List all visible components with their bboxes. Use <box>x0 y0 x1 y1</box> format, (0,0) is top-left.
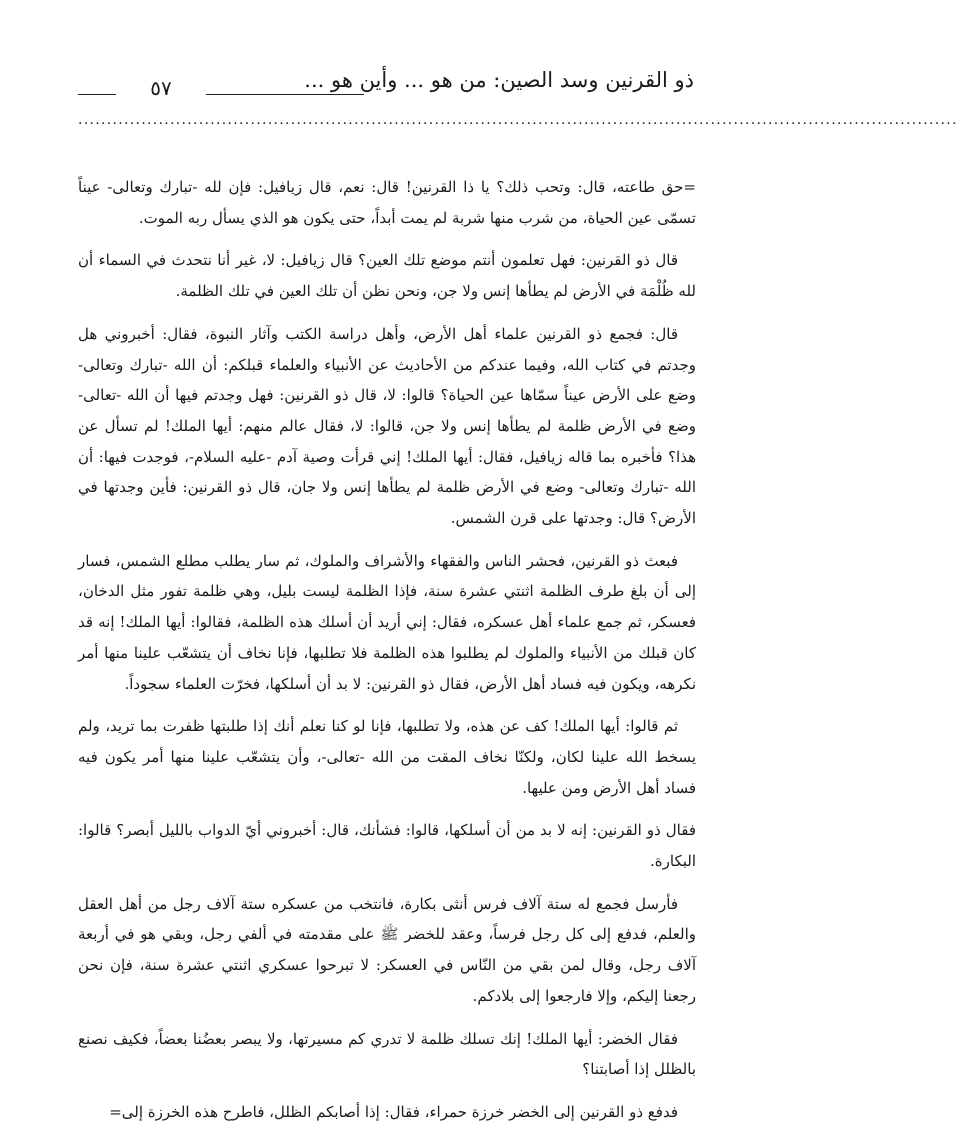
paragraph: فقال ذو القرنين: إنه لا بد من أن أسلكها، قالوا: فشأنك، قال: أخبروني أيّ الدواب بالليل أبصر؟ قالوا: البكارة. <box>78 821 696 871</box>
paragraph: فقال الخضر: أيها الملك! إنك تسلك ظلمة لا تدري كم مسيرتها، ولا يبصر بعضُنا بعضاً، فكيف نصنع بالظلل إذا أصابتنا؟ <box>78 1029 696 1079</box>
body-text <box>78 172 696 1140</box>
paragraph: ثم قالوا: أيها الملك! كف عن هذه، ولا تطلبها، فإنا لو كنا نعلم أنك إذا طلبتها ظفرت بما تريد، ولم يسخط الله علينا لكان، ولكنّا نخاف المقت من الله -تعالى-، وأن يتشعّب علينا منها أمر يكون فيه فساد أهل الأرض ومن عليها. <box>78 717 696 797</box>
header-rule <box>206 94 364 95</box>
paragraph: فدفع ذو القرنين إلى الخضر خرزة حمراء، فقال: إذا أصابكم الظلل، فاطرح هذه الخرزة إلى= <box>109 1102 678 1121</box>
paragraph: قال ذو القرنين: فهل تعلمون أنتم موضع تلك العين؟ قال زيافيل: لا، غير أنا نتحدث في السماء أن لله ظُلْمَة في الأرض لم يطأها إنس ولا جن، ونحن نظن أن تلك العين في تلك الظلمة. <box>78 251 696 301</box>
running-title: ذو القرنين وسد الصين: من هو ... وأين هو ... <box>304 68 694 92</box>
paragraph: قال: فجمع ذو القرنين علماء أهل الأرض، وأهل دراسة الكتب وآثار النبوة، فقال: أخبروني هل وجدتم في كتاب الله، وفيما عندكم من الأحاديث عن الأنبياء والعلماء قبلكم: أن الله -تبارك وتعالى- وضع على الأرض عيناً سمّاها عين الحياة؟ قالوا: لا، قال ذو القرنين: فهل وجدتم فيها أن الله -تعالى- وضع في الأرض ظلمة لم يطأها إنس ولا جن، قالوا: لا، فقال عالم منهم: أيها الملك! لم تسأل عن هذا؟ فأخبره بما قاله زيافيل، فقال: أيها الملك! إني قرأت وصية آدم -عليه السلام-، فوجدت فيها: أن الله -تبارك وتعالى- وضع في الأرض ظلمة لم يطأها إنس ولا جان، قال ذو القرنين: فأين وجدتها في الأرض؟ قال: وجدتها على قرن الشمس. <box>78 324 696 528</box>
page-number: ٥٧ <box>150 76 172 100</box>
paragraph: =حق طاعته، قال: وتحب ذلك؟ يا ذا القرنين! قال: نعم، قال زيافيل: فإن لله -تبارك وتعالى- عيناً تسمّى عين الحياة، من شرب منها شربة لم يمت أبداً، حتى يكون هو الذي يسأل ربه الموت. <box>78 178 696 227</box>
header-rule <box>78 94 116 95</box>
paragraph: فبعث ذو القرنين، فحشر الناس والفقهاء والأشراف والملوك، ثم سار يطلب مطلع الشمس، فسار إلى أن بلغ طرف الظلمة اثنتي عشرة سنة، فإذا الظلمة ليست بليل، وهي ظلمة تفور مثل الدخان، فعسكر، ثم جمع علماء أهل عسكره، فقال: إني أريد أن أسلك هذه الظلمة، فقالوا: أيها الملك! إنه قد كان قبلك من الأنبياء والملوك لم يطلبوا هذه الظلمة فلا تطلبها، فإنا نخاف أن يتشعّب علينا منها أمر نكرهه، ويكون فيه فساد أهل الأرض، فقال ذو القرنين: لا بد أن أسلكها، فخرّت العلماء سجوداً. <box>78 551 696 693</box>
paragraph: فأرسل فجمع له ستة آلاف فرس أنثى بكارة، فانتخب من عسكره ستة آلاف رجل من أهل العقل والعلم، فدفع إلى كل رجل فرساً، وعقد للخضر ﷺ على مقدمته في ألفي رجل، وبقي هو في أربعة آلاف رجل، وقال لمن بقي من النّاس في العسكر: لا تبرحوا عسكري اثنتي عشرة سنة، فإن نحن رجعنا إليكم، وإلا فارجعوا إلى بلادكم. <box>78 894 696 1005</box>
dotted-separator: ......................................................................................................................................................... <box>78 112 958 128</box>
